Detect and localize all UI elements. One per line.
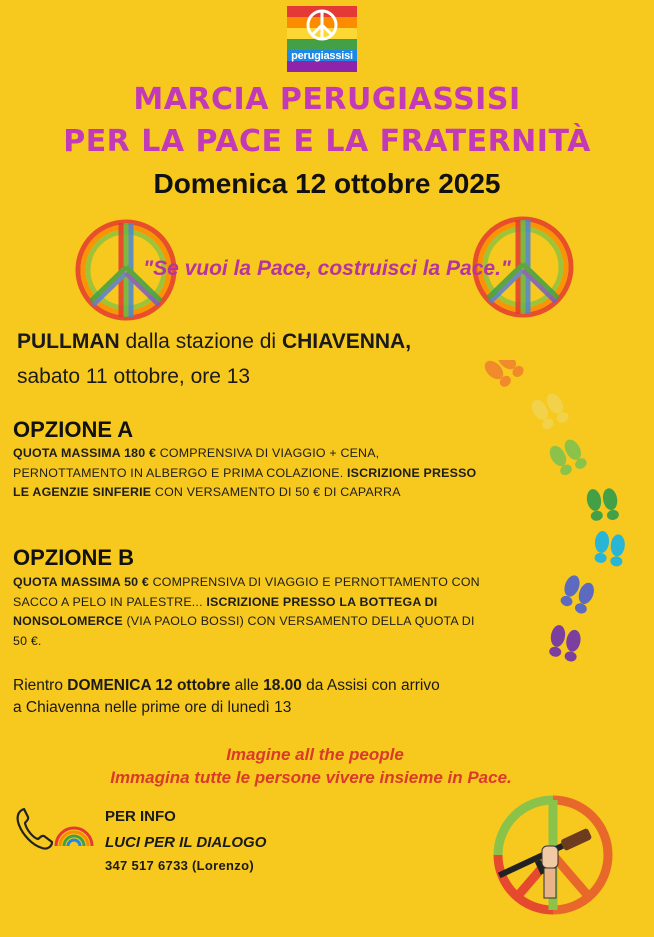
peace-gun-icon: [488, 790, 618, 920]
pullman-time: sabato 11 ottobre, ore 13: [17, 365, 251, 388]
pullman-label: PULLMAN: [17, 330, 120, 353]
option-b-details: [13, 573, 483, 651]
info-organization: LUCI PER IL DIALOGO: [105, 834, 267, 851]
option-a-deposit: CON VERSAMENTO DI 50 € DI CAPARRA: [151, 485, 401, 499]
title-line-2: PER LA PACE E LA FRATERNITÀ: [63, 124, 591, 159]
footsteps-icon: [470, 360, 650, 690]
return-date: DOMENICA 12 ottobre: [67, 677, 231, 694]
song-line-2: Immagina tutte le persone vivere insieme in Pace.: [110, 768, 512, 787]
return-text: alle: [230, 677, 264, 694]
option-b-heading: OPZIONE B: [13, 545, 135, 570]
option-b-registration: ISCRIZIONE PRESSO LA BOTTEGA DI NONSOLOMERCE: [13, 594, 438, 628]
return-text: Rientro: [13, 677, 68, 694]
logo-wordmark: perugiassisi: [291, 50, 353, 62]
return-text: da Assisi con arrivo: [301, 677, 440, 694]
song-line-1: Imagine all the people: [226, 745, 404, 764]
info-phone-number: 347 517 6733 (Lorenzo): [105, 858, 254, 873]
option-a-details: [13, 444, 483, 503]
option-a-price: QUOTA MASSIMA 180 €: [13, 446, 157, 460]
pullman-departure: [17, 330, 411, 354]
event-date: Domenica 12 ottobre 2025: [153, 168, 501, 199]
peace-quote: "Se vuoi la Pace, costruisci la Pace.": [143, 257, 511, 280]
perugiassisi-logo: [287, 6, 357, 72]
rainbow-icon: [52, 812, 96, 852]
peace-symbol-icon: [305, 8, 339, 42]
option-a-registration: ISCRIZIONE PRESSO LE AGENZIE SINFERIE: [13, 465, 477, 499]
title-line-1: MARCIA PERUGIASSISI: [133, 82, 521, 117]
pullman-text: dalla stazione di: [119, 330, 282, 353]
pullman-station: CHIAVENNA,: [281, 330, 412, 353]
option-b-text: COMPRENSIVA DI VIAGGIO E PERNOTTAMENTO CON SACCO A PELO IN PALESTRE...: [13, 575, 480, 609]
return-time: 18.00: [263, 677, 302, 694]
info-title: PER INFO: [105, 808, 176, 825]
return-arrival: a Chiavenna nelle prime ore di lunedì 13: [13, 699, 292, 716]
return-info: [13, 675, 533, 719]
option-b-price: QUOTA MASSIMA 50 €: [13, 575, 150, 589]
option-a-text: COMPRENSIVA DI VIAGGIO + CENA, PERNOTTAMENTO IN ALBERGO E PRIMA COLAZIONE.: [13, 446, 380, 480]
phone-icon: [14, 805, 54, 851]
option-a-heading: OPZIONE A: [13, 417, 134, 442]
option-b-deposit: (VIA PAOLO BOSSI) CON VERSAMENTO DELLA QUOTA DI 50 €.: [13, 614, 475, 648]
